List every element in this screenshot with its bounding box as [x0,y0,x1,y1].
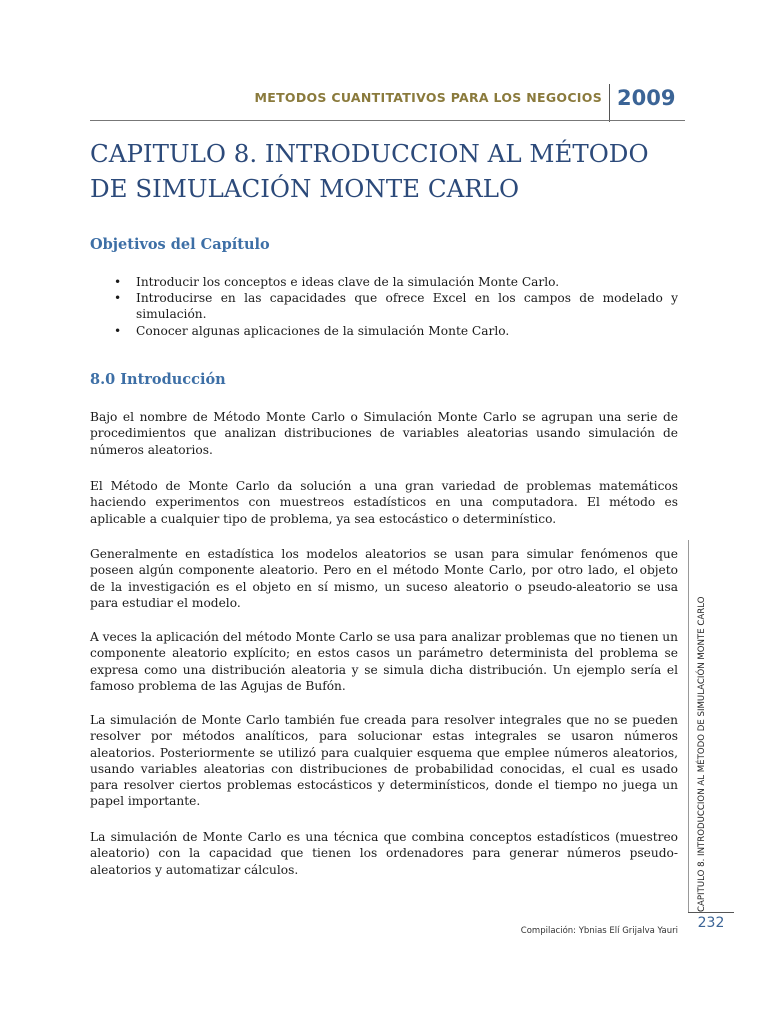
header-divider [609,84,610,122]
list-item: • Introducirse en las capacidades que ofrece Excel en los campos de modelado y simulación. [90,290,678,322]
paragraph: Generalmente en estadística los modelos aleatorios se usan para simular fenómenos que poseen algún componente aleatorio. Pero en el método Monte Carlo, por otro lado, el objeto de la investigación es el objeto en sí mismo, un suceso aleatorio o pseudo-aleatorio se usa para estudiar el modelo. [90,547,678,610]
list-item: • Introducir los conceptos e ideas clave de la simulación Monte Carlo. [90,274,678,290]
paragraph: Bajo el nombre de Método Monte Carlo o Simulación Monte Carlo se agrupan una serie de procedimientos que analizan distribuciones de variables aleatorias usando simulación de números aleatorios. [90,410,678,457]
objectives-list [90,274,678,339]
paragraph: A veces la aplicación del método Monte Carlo se usa para analizar problemas que no tienen un componente aleatorio explícito; en estos casos un parámetro determinista del problema se expresa como una distribución aleatoria y se simula dicha distribución. Un ejemplo sería el famoso problema de las Agujas de Bufón. [90,630,678,693]
introduction-heading: 8.0 Introducción [90,371,226,388]
side-running-title: CAPITULO 8. INTRODUCCION AL MÉTODO DE SIMULACIÓN MONTE CARLO [697,596,707,912]
paragraph: La simulación de Monte Carlo es una técnica que combina conceptos estadísticos (muestreo aleatorio) con la capacidad que tienen los ordenadores para generar números pseudo-aleatorios y automatizar cálculos. [90,830,678,877]
header-rule [90,120,685,121]
side-divider [688,540,689,912]
footer-rule [688,912,734,913]
paragraph: La simulación de Monte Carlo también fue creada para resolver integrales que no se pueden resolver por métodos analíticos, para solucionar estas integrales se usaron números aleatorios. Posteriormente se utilizó para cualquier esquema que emplee números aleatorios, usando variables aleatorias con distribuciones de probabilidad conocidas, el cual es usado para resolver ciertos problemas estocásticos y determinísticos, donde el tiempo no juega un papel importante. [90,713,678,809]
page-number: 232 [697,915,725,931]
footer-credit: Compilación: Ybnias Elí Grijalva Yauri [520,926,678,936]
running-header-title: METODOS CUANTITATIVOS PARA LOS NEGOCIOS [254,90,602,105]
chapter-title: CAPITULO 8. INTRODUCCION AL MÉTODO DE SIMULACIÓN MONTE CARLO [90,139,649,203]
running-header-year: 2009 [617,86,676,110]
objectives-heading: Objetivos del Capítulo [90,236,270,253]
list-item: • Conocer algunas aplicaciones de la simulación Monte Carlo. [90,323,678,339]
paragraph: El Método de Monte Carlo da solución a una gran variedad de problemas matemáticos haciendo experimentos con muestreos estadísticos en una computadora. El método es aplicable a cualquier tipo de problema, ya sea estocástico o determinístico. [90,479,678,526]
